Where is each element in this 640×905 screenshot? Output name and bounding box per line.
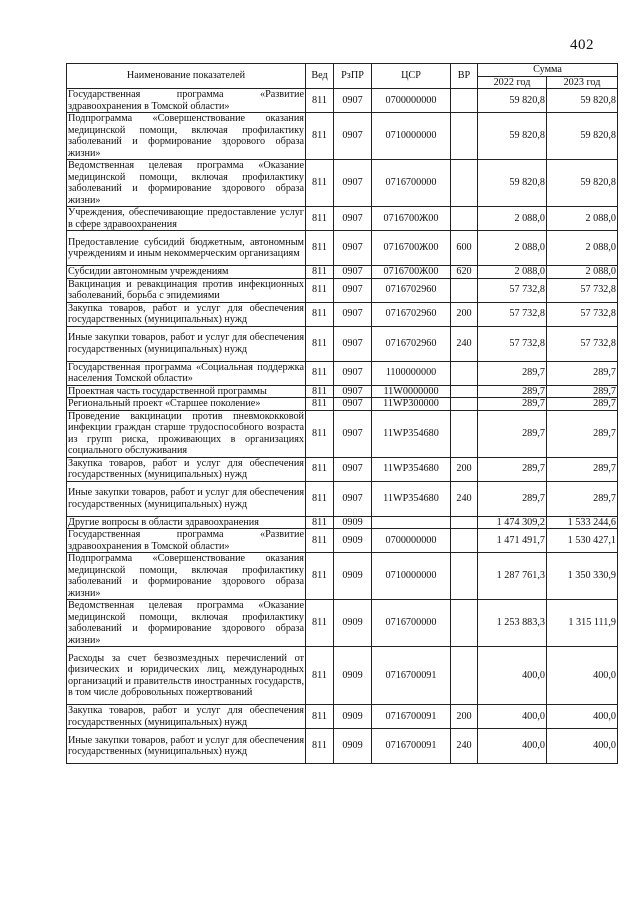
row-name: Подпрограмма «Совершенствование оказания медицинской помощи, включая профилактику заболеваний и формирование здорового образа жизни»	[68, 553, 304, 599]
row-name: Подпрограмма «Совершенствование оказания медицинской помощи, включая профилактику заболеваний и формирование здорового образа жизни»	[68, 113, 304, 159]
row-name: Закупка товаров, работ и услуг для обеспечения государственных (муниципальных) нужд	[68, 457, 304, 480]
row-sum-2023: 57 732,8	[547, 326, 618, 361]
table-row	[67, 361, 618, 385]
row-sum-2022: 1 474 309,2	[478, 516, 547, 529]
row-csr: 11WP354680	[372, 457, 451, 481]
row-rzpr: 0909	[334, 516, 372, 529]
row-sum-2023: 289,7	[547, 385, 618, 398]
row-sum-2022: 2 088,0	[478, 231, 547, 266]
row-csr: 0716702960	[372, 278, 451, 302]
header-name: Наименование показателей	[67, 64, 306, 89]
row-sum-2023: 57 732,8	[547, 302, 618, 326]
row-vr	[451, 361, 478, 385]
row-sum-2022: 59 820,8	[478, 89, 547, 113]
row-sum-2022: 400,0	[478, 647, 547, 705]
row-ved: 811	[306, 385, 334, 398]
table-row	[67, 385, 618, 398]
table-body	[67, 89, 618, 764]
row-rzpr: 0909	[334, 553, 372, 600]
row-name: Закупка товаров, работ и услуг для обеспечения государственных (муниципальных) нужд	[68, 302, 304, 325]
row-rzpr: 0909	[334, 529, 372, 553]
row-sum-2023: 289,7	[547, 361, 618, 385]
row-rzpr: 0907	[334, 266, 372, 279]
table-row	[67, 278, 618, 302]
row-vr	[451, 516, 478, 529]
row-rzpr: 0907	[334, 457, 372, 481]
row-rzpr: 0907	[334, 113, 372, 160]
row-csr: 11W0000000	[372, 385, 451, 398]
row-csr: 0700000000	[372, 89, 451, 113]
header-ved: Вед	[306, 64, 334, 89]
table-row	[67, 647, 618, 705]
row-rzpr: 0907	[334, 89, 372, 113]
row-name: Ведомственная целевая программа «Оказание медицинской помощи, включая профилактику заболеваний и формирование здорового образа жизни»	[68, 600, 304, 646]
row-ved: 811	[306, 361, 334, 385]
row-sum-2023: 59 820,8	[547, 113, 618, 160]
row-sum-2023: 289,7	[547, 410, 618, 457]
row-vr	[451, 647, 478, 705]
row-sum-2022: 2 088,0	[478, 207, 547, 231]
row-ved: 811	[306, 160, 334, 207]
row-vr: 240	[451, 729, 478, 764]
row-sum-2023: 59 820,8	[547, 89, 618, 113]
budget-table	[66, 63, 618, 764]
row-csr: 0716700091	[372, 647, 451, 705]
row-sum-2022: 400,0	[478, 705, 547, 729]
row-sum-2023: 400,0	[547, 729, 618, 764]
row-sum-2023: 400,0	[547, 705, 618, 729]
table-row	[67, 457, 618, 481]
row-name: Государственная программа «Развитие здравоохранения в Томской области»	[68, 529, 304, 552]
row-sum-2022: 1 253 883,3	[478, 600, 547, 647]
row-sum-2023: 2 088,0	[547, 266, 618, 279]
row-sum-2023: 289,7	[547, 457, 618, 481]
row-csr: 0716700Ж00	[372, 207, 451, 231]
row-vr	[451, 113, 478, 160]
row-rzpr: 0909	[334, 647, 372, 705]
table-row	[67, 600, 618, 647]
row-csr: 0716700000	[372, 600, 451, 647]
row-name: Иные закупки товаров, работ и услуг для обеспечения государственных (муниципальных) нужд	[67, 729, 306, 764]
row-rzpr: 0907	[334, 481, 372, 516]
row-ved: 811	[306, 207, 334, 231]
row-name: Другие вопросы в области здравоохранения	[67, 516, 306, 529]
row-ved: 811	[306, 729, 334, 764]
row-csr: 0700000000	[372, 529, 451, 553]
row-sum-2022: 2 088,0	[478, 266, 547, 279]
row-ved: 811	[306, 113, 334, 160]
row-csr	[372, 516, 451, 529]
table-row	[67, 231, 618, 266]
row-vr	[451, 207, 478, 231]
row-sum-2022: 57 732,8	[478, 278, 547, 302]
table-row	[67, 113, 618, 160]
row-sum-2022: 289,7	[478, 410, 547, 457]
row-name: Предоставление субсидий бюджетным, автономным учреждениям и иным некоммерческим организациям	[67, 231, 306, 266]
table-row	[67, 302, 618, 326]
table-row	[67, 410, 618, 457]
row-vr	[451, 410, 478, 457]
row-csr: 0716700000	[372, 160, 451, 207]
row-vr: 240	[451, 326, 478, 361]
row-ved: 811	[306, 647, 334, 705]
row-sum-2022: 57 732,8	[478, 302, 547, 326]
row-ved: 811	[306, 410, 334, 457]
row-name: Закупка товаров, работ и услуг для обеспечения государственных (муниципальных) нужд	[68, 705, 304, 728]
row-csr: 0710000000	[372, 113, 451, 160]
row-ved: 811	[306, 516, 334, 529]
row-csr: 1100000000	[372, 361, 451, 385]
header-sum: Сумма	[478, 64, 618, 77]
table-row	[67, 516, 618, 529]
row-sum-2022: 289,7	[478, 398, 547, 411]
table-row	[67, 705, 618, 729]
row-csr: 0716702960	[372, 302, 451, 326]
row-ved: 811	[306, 89, 334, 113]
row-sum-2023: 400,0	[547, 647, 618, 705]
row-sum-2023: 57 732,8	[547, 278, 618, 302]
row-ved: 811	[306, 705, 334, 729]
row-sum-2023: 2 088,0	[547, 231, 618, 266]
row-name: Проектная часть государственной программы	[67, 385, 306, 398]
table-row	[67, 481, 618, 516]
table-row	[67, 160, 618, 207]
row-vr	[451, 160, 478, 207]
row-csr: 0716700091	[372, 705, 451, 729]
row-ved: 811	[306, 600, 334, 647]
row-vr	[451, 385, 478, 398]
row-sum-2023: 289,7	[547, 481, 618, 516]
row-ved: 811	[306, 302, 334, 326]
row-sum-2023: 1 533 244,6	[547, 516, 618, 529]
table-row	[67, 207, 618, 231]
row-name: Субсидии автономным учреждениям	[67, 266, 306, 279]
table-row	[67, 326, 618, 361]
row-vr	[451, 398, 478, 411]
row-sum-2022: 1 287 761,3	[478, 553, 547, 600]
table-row	[67, 89, 618, 113]
row-sum-2022: 59 820,8	[478, 160, 547, 207]
row-csr: 11WP300000	[372, 398, 451, 411]
row-vr	[451, 553, 478, 600]
row-name: Иные закупки товаров, работ и услуг для обеспечения государственных (муниципальных) нужд	[67, 326, 306, 361]
row-sum-2023: 1 350 330,9	[547, 553, 618, 600]
row-name: Ведомственная целевая программа «Оказание медицинской помощи, включая профилактику заболеваний и формирование здорового образа жизни»	[68, 160, 304, 206]
header-rzpr: РзПР	[334, 64, 372, 89]
row-ved: 811	[306, 231, 334, 266]
row-name: Государственная программа «Развитие здравоохранения в Томской области»	[68, 89, 304, 112]
row-ved: 811	[306, 553, 334, 600]
row-rzpr: 0907	[334, 326, 372, 361]
row-csr: 0716700Ж00	[372, 231, 451, 266]
row-sum-2022: 57 732,8	[478, 326, 547, 361]
row-sum-2022: 289,7	[478, 385, 547, 398]
row-name: Региональный проект «Старшее поколение»	[67, 398, 306, 411]
row-rzpr: 0907	[334, 361, 372, 385]
row-rzpr: 0909	[334, 729, 372, 764]
row-name: Вакцинация и ревакцинация против инфекционных заболеваний, борьба с эпидемиями	[68, 278, 304, 301]
table-row	[67, 529, 618, 553]
row-sum-2023: 1 530 427,1	[547, 529, 618, 553]
row-sum-2023: 289,7	[547, 398, 618, 411]
row-sum-2023: 2 088,0	[547, 207, 618, 231]
row-ved: 811	[306, 457, 334, 481]
row-ved: 811	[306, 326, 334, 361]
table-row	[67, 266, 618, 279]
row-name: Иные закупки товаров, работ и услуг для обеспечения государственных (муниципальных) нужд	[67, 481, 306, 516]
header-csr: ЦСР	[372, 64, 451, 89]
row-rzpr: 0907	[334, 385, 372, 398]
row-ved: 811	[306, 278, 334, 302]
page-number: 402	[570, 37, 594, 53]
row-rzpr: 0907	[334, 160, 372, 207]
row-name: Государственная программа «Социальная поддержка населения Томской области»	[68, 361, 304, 384]
header-year-2022: 2022 год	[478, 76, 547, 89]
row-sum-2022: 59 820,8	[478, 113, 547, 160]
row-vr: 200	[451, 705, 478, 729]
row-sum-2023: 59 820,8	[547, 160, 618, 207]
row-ved: 811	[306, 481, 334, 516]
row-vr: 200	[451, 302, 478, 326]
row-sum-2022: 289,7	[478, 361, 547, 385]
row-rzpr: 0907	[334, 302, 372, 326]
row-rzpr: 0909	[334, 600, 372, 647]
row-name: Учреждения, обеспечивающие предоставление услуг в сфере здравоохранения	[68, 207, 304, 230]
row-rzpr: 0907	[334, 207, 372, 231]
row-ved: 811	[306, 266, 334, 279]
row-sum-2023: 1 315 111,9	[547, 600, 618, 647]
row-rzpr: 0907	[334, 398, 372, 411]
row-vr	[451, 600, 478, 647]
row-rzpr: 0907	[334, 410, 372, 457]
header-year-2023: 2023 год	[547, 76, 618, 89]
row-rzpr: 0907	[334, 278, 372, 302]
row-csr: 11WP354680	[372, 481, 451, 516]
table-header	[67, 64, 618, 89]
row-csr: 0716700Ж00	[372, 266, 451, 279]
row-csr: 0716702960	[372, 326, 451, 361]
row-rzpr: 0909	[334, 705, 372, 729]
table-row	[67, 729, 618, 764]
row-vr: 200	[451, 457, 478, 481]
row-csr: 0716700091	[372, 729, 451, 764]
row-csr: 0710000000	[372, 553, 451, 600]
row-ved: 811	[306, 529, 334, 553]
row-csr: 11WP354680	[372, 410, 451, 457]
row-vr	[451, 529, 478, 553]
row-sum-2022: 289,7	[478, 457, 547, 481]
row-name: Проведение вакцинации против пневмококковой инфекции граждан старше трудоспособного возраста из групп риска, проживающих в организациях социального обслуживания	[68, 410, 304, 456]
row-vr	[451, 278, 478, 302]
row-sum-2022: 400,0	[478, 729, 547, 764]
row-vr: 240	[451, 481, 478, 516]
row-vr	[451, 89, 478, 113]
row-vr: 620	[451, 266, 478, 279]
row-name: Расходы за счет безвозмездных перечислений от физических и юридических лиц, международных организаций и правительств иностранных государств, в том числе добровольных пожертвований	[67, 647, 306, 705]
row-sum-2022: 289,7	[478, 481, 547, 516]
row-sum-2022: 1 471 491,7	[478, 529, 547, 553]
row-rzpr: 0907	[334, 231, 372, 266]
header-vr: ВР	[451, 64, 478, 89]
row-ved: 811	[306, 398, 334, 411]
row-vr: 600	[451, 231, 478, 266]
table-row	[67, 398, 618, 411]
table-row	[67, 553, 618, 600]
